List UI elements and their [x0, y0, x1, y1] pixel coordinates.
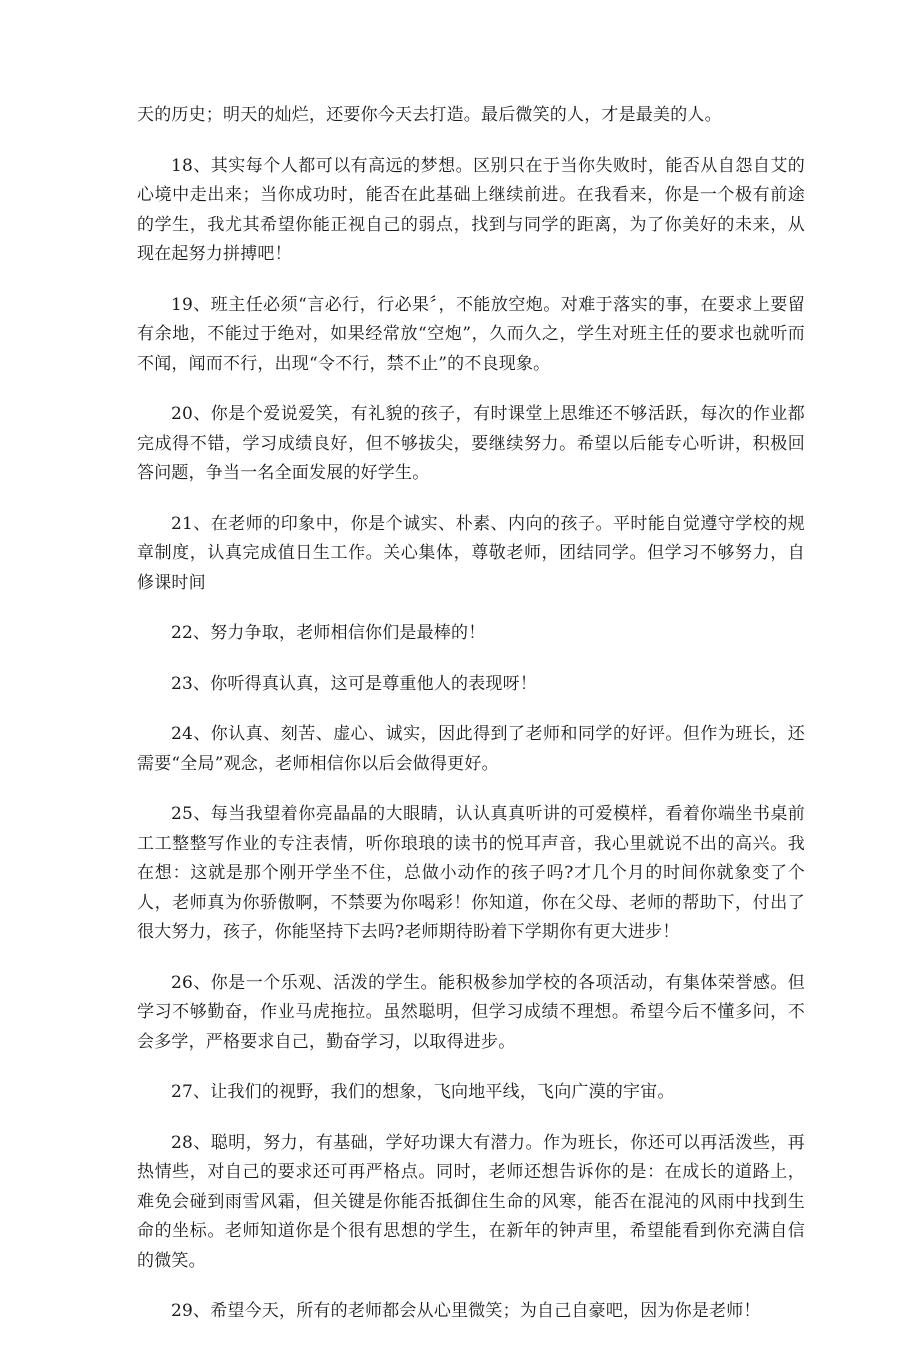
paragraph-27: 27、让我们的视野，我们的想象，飞向地平线，飞向广漠的宇宙。 [171, 1082, 675, 1102]
paragraph-29: 29、希望今天，所有的老师都会从心里微笑；为自己自豪吧，因为你是老师！ [171, 1301, 761, 1321]
paragraph-23: 23、你听得真认真，这可是尊重他人的表现呀！ [171, 673, 538, 694]
paragraph-19: 19、班主任必须“言必行，行必果〞，不能放空炮。对难于落实的事，在要求上要留有余地，不能过于绝对，如果经常放“空炮”，久而久之，学生对班主任的要求也就听而不闻，闻而不行，出现“令不行，禁不止”的不良现象。 [137, 294, 805, 374]
paragraph-24: 24、你认真、刻苦、虚心、诚实，因此得到了老师和同学的好评。但作为班长，还需要“全局”观念，老师相信你以后会做得更好。 [137, 724, 805, 774]
paragraph-22: 22、努力争取，老师相信你们是最棒的！ [171, 623, 486, 643]
paragraph-25: 25、每当我望着你亮晶晶的大眼睛，认认真真听讲的可爱模样，看着你端坐书桌前工工整整写作业的专注表情，听你琅琅的读书的悦耳声音，我心里就说不出的高兴。我在想：这就是那个刚开学坐不住，总做小动作的孩子吗?才几个月的时间你就象变了个人，老师真为你骄傲啊，不禁要为你喝彩！你知道，你在父母、老师的帮助下，付出了很大努力，孩子，你能坚持下去吗?老师期待盼着下学期你有更大进步！ [137, 804, 805, 942]
paragraph-28: 28、聪明，努力，有基础，学好功课大有潜力。作为班长，你还可以再活泼些，再热情些，对自己的要求还可再严格点。同时，老师还想告诉你的是：在成长的道路上，难免会碰到雨雪风霜，但关键是你能否抵御住生命的风寒，能否在混沌的风雨中找到生命的坐标。老师知道你是个很有思想的学生，在新年的钟声里，希望能看到你充满自信的微笑。 [137, 1132, 805, 1271]
paragraph-18: 18、其实每个人都可以有高远的梦想。区别只在于当你失败时，能否从自怨自艾的心境中走出来；当你成功时，能否在此基础上继续前进。在我看来，你是一个极有前途的学生，我尤其希望你能正视自己的弱点，找到与同学的距离，为了你美好的未来，从现在起努力拼搏吧！ [137, 155, 805, 264]
document-body [137, 101, 805, 1348]
paragraph-21: 21、在老师的印象中，你是个诚实、朴素、内向的孩子。平时能自觉遵守学校的规章制度，认真完成值日生工作。关心集体，尊敬老师，团结同学。但学习不够努力，自修课时间 [137, 513, 805, 593]
paragraph-continuation: 天的历史；明天的灿烂，还要你今天去打造。最后微笑的人，才是最美的人。 [137, 105, 722, 125]
paragraph-26: 26、你是一个乐观、活泼的学生。能积极参加学校的各项活动，有集体荣誉感。但学习不够勤奋，作业马虎拖拉。虽然聪明，但学习成绩不理想。希望今后不懂多问，不会多学，严格要求自己，勤奋学习，以取得进步。 [137, 972, 805, 1052]
paragraph-20: 20、你是个爱说爱笑，有礼貌的孩子，有时课堂上思维还不够活跃，每次的作业都完成得不错，学习成绩良好，但不够拔尖，要继续努力。希望以后能专心听讲，积极回答问题，争当一名全面发展的好学生。 [137, 404, 805, 483]
